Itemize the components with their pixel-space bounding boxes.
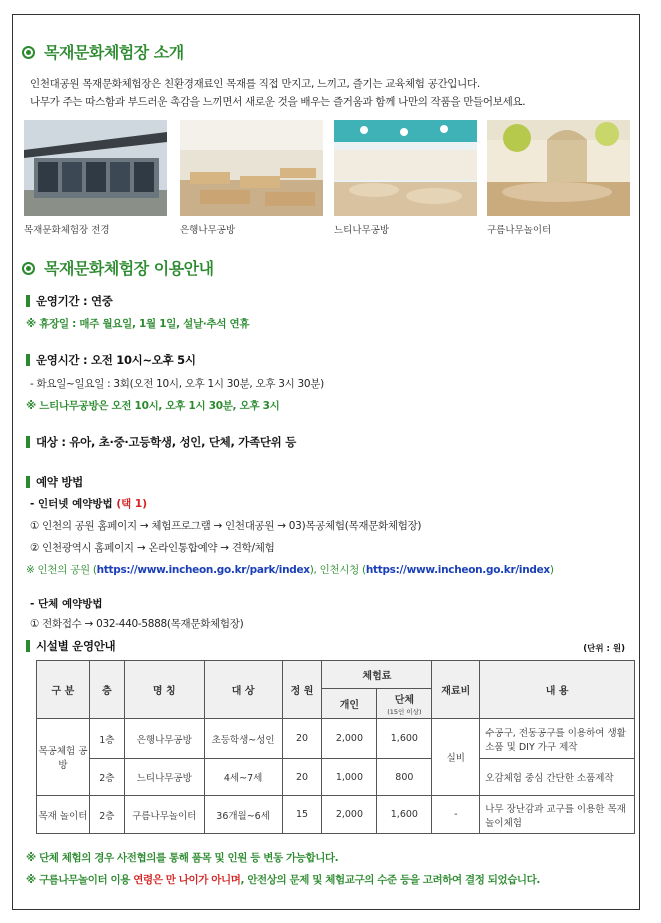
circle-bullet-icon: [22, 262, 35, 275]
group-reservation-step: ① 전화접수 → 032-440-5888(목재문화체험장): [30, 618, 244, 630]
caption-building-exterior: 목재문화체험장 전경: [24, 225, 110, 236]
col-category: 구 분: [37, 661, 90, 719]
intro-line-1: 인천대공원 목재문화체험장은 친환경재료인 목재를 직접 만지고, 느끼고, 즐기는 교육체험 공간입니다.: [30, 78, 480, 90]
individual-fee-cell: 2,000: [322, 719, 377, 759]
col-floor: 층: [89, 661, 124, 719]
target-cell: 초등학생~성인: [204, 719, 282, 759]
city-homepage-link[interactable]: https://www.incheon.go.kr/index: [365, 564, 550, 576]
floor-cell: 2층: [89, 796, 124, 834]
capacity-cell: 20: [282, 719, 322, 759]
period-heading: 운영기간 : 연중: [26, 293, 113, 309]
col-group: 단체 (15인 이상): [377, 689, 432, 719]
col-fee: 체험료: [322, 661, 432, 689]
content-cell: 나무 장난감과 교구를 이용한 목재놀이체험: [480, 796, 635, 834]
green-bar-icon: [26, 640, 30, 652]
intro-line-2: 나무가 주는 따스함과 부드러운 촉감을 느끼면서 새로운 것을 배우는 즐거움과 함께 나만의 작품을 만들어보세요.: [30, 96, 526, 108]
reservation-step-2: ② 인천광역시 홈페이지 → 온라인통합예약 → 견학/체험: [30, 542, 275, 554]
caption-cloud-tree-playground: 구름나무놀이터: [487, 225, 552, 236]
green-bar-icon: [26, 436, 30, 448]
facilities-heading: 시설별 운영안내: [26, 638, 115, 654]
name-cell: 구름나무놀이터: [124, 796, 204, 834]
individual-fee-cell: 2,000: [322, 796, 377, 834]
photo-cloud-tree-playground: [487, 120, 630, 216]
reservation-links: ※ 인천의 공원 (https://www.incheon.go.kr/park/index), 인천시청 (https://www.incheon.go.kr/index): [26, 564, 554, 576]
name-cell: 은행나무공방: [124, 719, 204, 759]
footnote-group: ※ 단체 체험의 경우 사전협의를 통해 품목 및 인원 등 변동 가능합니다.: [26, 852, 339, 864]
individual-fee-cell: 1,000: [322, 759, 377, 796]
name-cell: 느티나무공방: [124, 759, 204, 796]
caption-zelkova-workshop: 느티나무공방: [334, 225, 390, 236]
material-cell: 실비: [432, 719, 480, 796]
footnote-age: ※ 구름나무놀이터 이용 연령은 만 나이가 아니며, 안전상의 문제 및 체험교구의 수준 등을 고려하여 결정 되었습니다.: [26, 874, 541, 886]
group-fee-cell: 1,600: [377, 796, 432, 834]
capacity-cell: 20: [282, 759, 322, 796]
green-bar-icon: [26, 295, 30, 307]
green-bar-icon: [26, 476, 30, 488]
table-row: [37, 719, 635, 759]
intro-section-title: 목재문화체험장 소개: [22, 40, 184, 63]
target-cell: 4세~7세: [204, 759, 282, 796]
table-row: [37, 759, 635, 796]
capacity-cell: 15: [282, 796, 322, 834]
facilities-table: [36, 660, 635, 834]
hours-schedule: - 화요일~일요일 : 3회(오전 10시, 오후 1시 30분, 오후 3시 30분): [30, 378, 324, 390]
internet-reservation-label: - 인터넷 예약방법 (택 1): [30, 498, 148, 510]
photo-zelkova-workshop: [334, 120, 477, 216]
usage-section-title: 목재문화체험장 이용안내: [22, 256, 214, 279]
photo-building-exterior: [24, 120, 167, 216]
group-fee-cell: 1,600: [377, 719, 432, 759]
floor-cell: 1층: [89, 719, 124, 759]
table-row: [37, 796, 635, 834]
green-bar-icon: [26, 354, 30, 366]
floor-cell: 2층: [89, 759, 124, 796]
group-reservation-label: - 단체 예약방법: [30, 598, 103, 610]
reservation-step-1: ① 인천의 공원 홈페이지 → 체험프로그램 → 인천대공원 → 03)목공체험(목재문화체험장): [30, 520, 422, 532]
material-cell: -: [432, 796, 480, 834]
caption-ginkgo-workshop: 은행나무공방: [180, 225, 236, 236]
reservation-heading: 예약 방법: [26, 474, 83, 490]
content-cell: 수공구, 전동공구를 이용하여 생활소품 및 DIY 가구 제작: [480, 719, 635, 759]
col-material: 재료비: [432, 661, 480, 719]
category-cell: 목재 놀이터: [37, 796, 90, 834]
target-heading: 대상 : 유아, 초·중·고등학생, 성인, 단체, 가족단위 등: [26, 434, 296, 450]
period-note: ※ 휴장일 : 매주 월요일, 1월 1일, 설날·추석 연휴: [26, 318, 250, 330]
unit-label: (단위 : 원): [583, 644, 625, 654]
hours-note: ※ 느티나무공방은 오전 10시, 오후 1시 30분, 오후 3시: [26, 400, 280, 412]
photo-ginkgo-workshop: [180, 120, 323, 216]
col-name: 명 칭: [124, 661, 204, 719]
target-cell: 36개월~6세: [204, 796, 282, 834]
col-content: 내 용: [480, 661, 635, 719]
category-cell: 목공체험 공방: [37, 719, 90, 796]
group-fee-cell: 800: [377, 759, 432, 796]
park-homepage-link[interactable]: https://www.incheon.go.kr/park/index: [96, 564, 310, 576]
col-capacity: 정 원: [282, 661, 322, 719]
content-cell: 오감체험 중심 간단한 소품제작: [480, 759, 635, 796]
circle-bullet-icon: [22, 46, 35, 59]
col-target: 대 상: [204, 661, 282, 719]
hours-heading: 운영시간 : 오전 10시~오후 5시: [26, 352, 196, 368]
col-individual: 개인: [322, 689, 377, 719]
